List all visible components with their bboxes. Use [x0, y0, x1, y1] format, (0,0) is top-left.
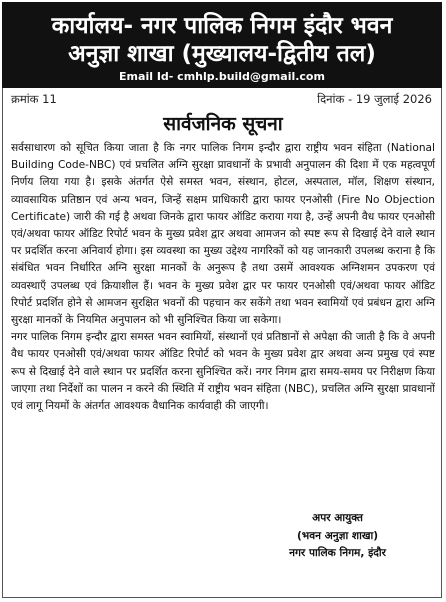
- office-subtitle: अनुज्ञा शाखा (मुख्यालय-द्वितीय तल): [68, 41, 376, 67]
- signatory-designation: अपर आयुक्त: [312, 512, 363, 524]
- header-banner: [2, 2, 442, 88]
- notice-title: सार्वजनिक सूचना: [163, 113, 283, 135]
- notice-date: दिनांक - 19 जुलाई 2026: [317, 92, 432, 106]
- serial-number: क्रमांक 11: [11, 92, 57, 106]
- office-title: कार्यालय- नगर पालिक निगम इंदौर भवन: [51, 13, 393, 39]
- signatory-department: (भवन अनुज्ञा शाखा): [296, 529, 379, 542]
- signature-block: [289, 510, 386, 563]
- signatory-organization: नगर पालिक निगम, इंदौर: [289, 547, 386, 559]
- paragraph-2: नगर पालिक निगम इन्दौर द्वारा समस्त भवन स्वामियों, संस्थानों एवं प्रतिष्ठानों से अपेक्षा की जाती है कि वे अपनी वैध फायर एनओसी एवं/अथवा फायर ऑडिट रिपोर्ट को भवन के मुख्य प्रवेश द्वार अथवा अन्य प्रमुख एवं स्पष्ट रूप से दिखाई देने वाले स्थान पर प्रदर्शित करना सुनिश्चित करें। नगर निगम द्वारा समय-समय पर निरीक्षण किया जाएगा तथा निर्देशों का पालन न करने की स्थिति में राष्ट्रीय भवन संहिता (NBC), प्रचलित अग्नि सुरक्षा प्रावधानों एवं लागू नियमों के अंतर्गत आवश्यक वैधानिक कार्यवाही की जाएगी।: [11, 331, 435, 413]
- email-address: Email Id- cmhlp.build@gmail.com: [119, 70, 325, 83]
- paragraph-1: सर्वसाधारण को सूचित किया जाता है कि नगर पालिक निगम इन्दौर द्वारा राष्ट्रीय भवन संहिता (National Building Code-NBC) एवं प्रचलित अग्नि सुरक्षा प्रावधानों के प्रभावी अनुपालन की दिशा में एक महत्वपूर्ण निर्णय लिया गया है। इसके अंतर्गत ऐसे समस्त भवन, संस्थान, होटल, अस्पताल, मॉल, शिक्षण संस्थान, व्यावसायिक प्रतिष्ठान एवं अन्य भवन, जिन्हें सक्षम प्राधिकारी द्वारा फायर एनओसी (Fire No Objection Certificate) जारी की गई है अथवा जिनके द्वारा फायर ऑडिट कराया गया है, उन्हें अपनी वैध फायर एनओसी एवं/अथवा फायर ऑडिट रिपोर्ट भवन के मुख्य प्रवेश द्वार अथवा आमजन को स्पष्ट रूप से दिखाई देने वाले स्थान पर प्रदर्शित करना अनिवार्य होगा। इस व्यवस्था का मुख्य उद्देश्य नागरिकों को यह जानकारी उपलब्ध कराना है कि संबंधित भवन निर्धारित अग्नि सुरक्षा मानकों के अनुरूप है तथा उसमें आवश्यक अग्निशमन उपकरण एवं व्यवस्थाएँ उपलब्ध एवं क्रियाशील हैं। भवन के मुख्य प्रवेश द्वार पर फायर एनओसी एवं/अथवा फायर ऑडिट रिपोर्ट प्रदर्शित होने से आमजन सुरक्षित भवनों की पहचान कर सकेंगे तथा भवन स्वामियों एवं प्रबंधन द्वारा अग्नि सुरक्षा मानकों के नियमित अनुपालन को भी सुनिश्चित किया जा सकेगा।: [11, 142, 435, 327]
- notice-body: [11, 140, 435, 415]
